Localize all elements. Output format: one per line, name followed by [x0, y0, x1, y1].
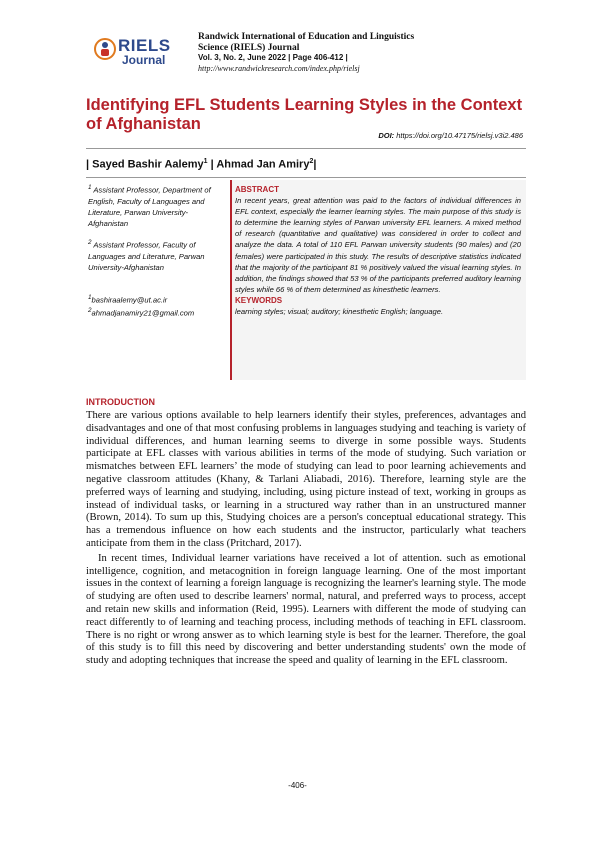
volume-info: Vol. 3, No. 2, June 2022 | Page 406-412 |	[198, 53, 348, 62]
intro-paragraph-1: There are various options available to help learners identify their styles, preferences, advantages and disadvantages and one of that most confusing problems in languages studying and teaching is variety of individual differences, and human learning seems to diverge in some possible ways. Students participate at EFL classes with various abilities in terms of the mode of studying. Such variation or mismatches between EFL learners’ the mode of studying can lead to poor learning achievements and negative classroom attitudes (Khany, & Tarlani Aliabadi, 2016). Therefore, learning style are the preferred ways of learning and studying, including, using picture instead of text, working in groups as instead of individual tasks, or learning in a structured way rather than in an unstructured manner (Brown, 2014). To sum up this, Studying choices are a person's conceptual educational strategy. This has a tremendous influence on how each students and the instructor, particularly what teachers anticipate from them in the class (Pritchard, 2017).	[86, 410, 526, 549]
keywords-text: learning styles; visual; auditory; kinesthetic English; language.	[235, 307, 444, 317]
author-1: Sayed Bashir Aalemy	[92, 158, 204, 171]
doi-line	[378, 131, 523, 140]
affiliation-2: $^2$ Assistant Professor, Faculty of Languages and Literature, Parwan University-Afghanistan	[88, 239, 205, 272]
introduction-heading: INTRODUCTION	[86, 397, 155, 407]
journal-header	[198, 32, 498, 74]
author-line: | Sayed Bashir Aalemy$^1$ | Ahmad Jan Amiry$^2$|	[86, 158, 317, 171]
journal-url[interactable]: http://www.randwickresearch.com/index.php/rielsj	[198, 63, 360, 73]
author-2-sup: 2	[309, 158, 314, 165]
divider-authors	[86, 177, 526, 178]
logo-name: RIELS	[118, 36, 171, 55]
email-2[interactable]: $^2$ahmadjanamiry21@gmail.com	[88, 307, 195, 318]
introduction-body	[86, 410, 526, 668]
author-1-sup: 1	[203, 158, 208, 165]
abstract-text: In recent years, great attention was paid to the factors of individual differences in EFL context, especially the learner learning styles. The main purpose of this study is to determine the learning styles of Parwan university EFL learners. A mixed method of research (quantitative and qualitative) was considered in order to collect and analyze the data. A total of 110 EFL Parwan university students (90 males) and (20 females) were participated in this study. The results of descriptive statistics indicated that the majority of the participant 81 % positively valued the visual learning styles. In addition, the findings showed that 53 % of the participants preferred auditory learning styles while 66 % of them determined as kinesthetic learners.	[235, 196, 521, 294]
journal-logo	[92, 34, 192, 70]
doi-link[interactable]: https://doi.org/10.47175/rielsj.v3i2.486	[396, 131, 523, 140]
journal-name-line2: Science (RIELS) Journal	[198, 42, 300, 53]
abstract	[235, 184, 521, 317]
page-number: -406-	[288, 781, 307, 790]
paper-title: Identifying EFL Students Learning Styles in the Context of Afghanistan	[86, 96, 523, 133]
journal-name-line1: Randwick International of Education and Linguistics	[198, 32, 415, 42]
keywords-heading: KEYWORDS	[235, 295, 283, 305]
affiliation-1: $^1$ Assistant Professor, Department of English, Faculty of Languages and Literature, Parwan University-Afghanistan	[88, 184, 211, 229]
intro-paragraph-2: In recent times, Individual learner variations have received a lot of attention. such as emotional intelligence, cognition, and metacognition in foreign language learning. One of the most important issues in the context of learning a foreign language is recognizing the learner's learning style. The mode of studying are often used to describe learners' normal, natural, and preferred ways to process, accept and retain new skills and information (Reid, 1995). Learners with different the mode of studying can react differently to of learning and teaching process, including methods of teaching in EFL classroom. There is no right or wrong answer as to which learning style is best for the learner. Therefore, the goal of this study is to fill this need by discovering and better understanding students' own the mode of study and adopting techniques that increase the speed and quality of learning in the EFL classroom.	[86, 552, 526, 667]
logo-subtitle: Journal	[122, 53, 166, 67]
doi-label: DOI:	[378, 131, 395, 140]
riels-logo-icon	[92, 36, 118, 62]
author-2: Ahmad Jan Amiry	[216, 158, 310, 171]
abstract-accent-bar	[230, 180, 232, 380]
email-1[interactable]: $^1$bashiraalemy@ut.ac.ir	[88, 294, 168, 305]
divider-top	[86, 148, 526, 149]
abstract-heading: ABSTRACT	[235, 185, 279, 194]
